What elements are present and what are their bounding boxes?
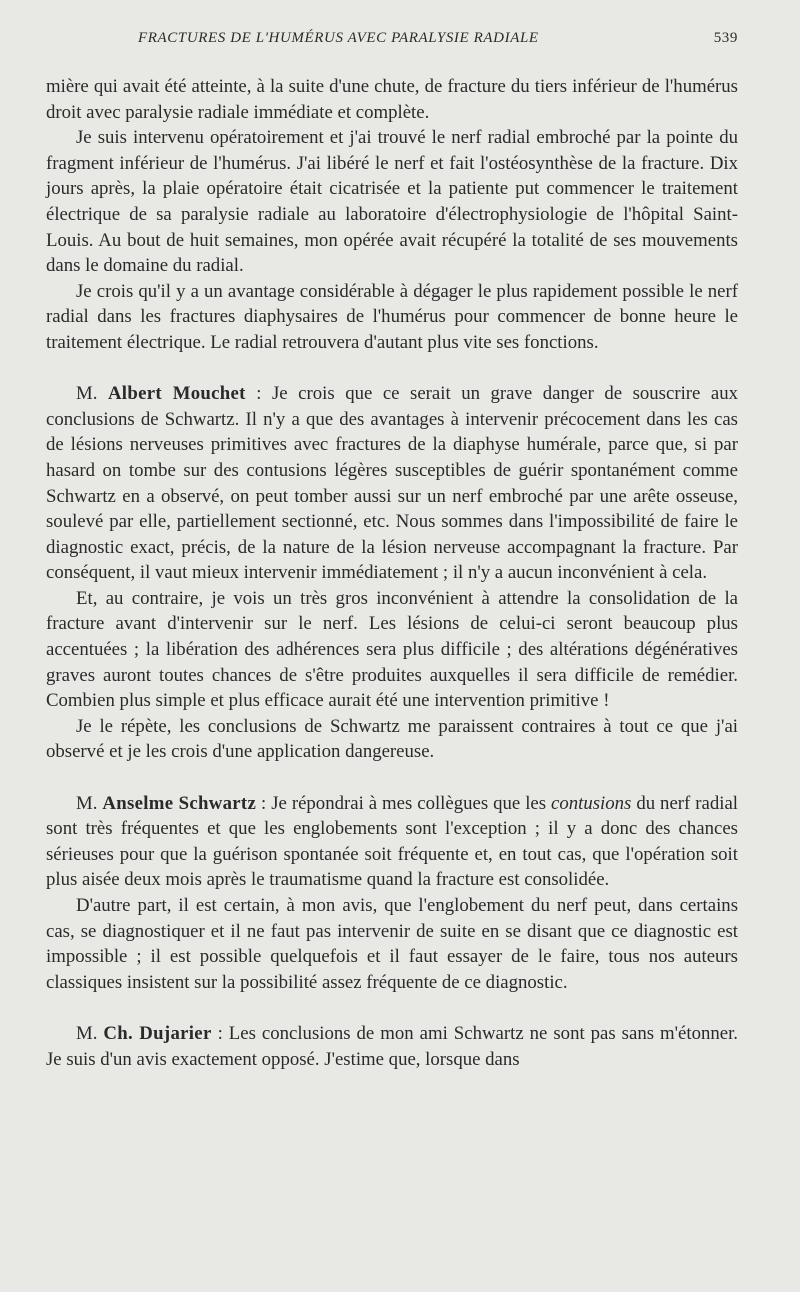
speaker-name-dujarier: Ch. Dujarier [103,1022,212,1044]
paragraph-mouchet [46,381,738,586]
speaker-title: M. [76,383,98,405]
paragraph-inconvenience: Et, au contraire, je vois un très gros inconvénient à attendre la consolidation de la fracture avant d'intervenir sur le nerf. Les lésions de celui-ci seront beaucoup plus accentuées ; la libération des adhérences sera plus difficile ; des altérations dégénératives graves auront toutes chances de s'être produites auxquelles il sera difficile de remédier. Combien plus simple et plus efficace aurait été une intervention primitive ! [46,587,738,712]
paragraph-dujarier [46,1021,738,1072]
running-head [46,28,738,54]
mouchet-text: : Je crois que ce serait un grave danger de souscrire aux conclusions de Schwartz. Il n'y a que des avantages à intervenir précocement dans les cas de lésions nerveuses primitives avec fractures de la diaphyse humérale, parce que, si par hasard on tombe sur des contusions légères susceptibles de guérir spontanément comme Schwartz en a observé, on peut tomber aussi sur un nerf embroché par une arête osseuse, soulevé par elle, partiellement sectionné, etc. Nous sommes dans l'impossibilité de faire le diagnostic exact, précis, de la nature de la lésion nerveuse accompagnant la fracture. Par conséquent, il vaut mieux intervenir immédiatement ; il n'y a aucun inconvénient à cela. [46,383,739,584]
paragraph-advantage: Je crois qu'il y a un avantage considérable à dégager le plus rapidement possible le nerf radial dans les fractures diaphysaires de l'humérus pour commencer de bonne heure le traitement électrique. Le radial retrouvera d'autant plus vite ses fonctions. [46,280,738,353]
dujarier-text: : Les conclusions de mon ami Schwartz ne sont pas sans m'étonner. Je suis d'un avis exactement opposé. J'estime que, lorsque dans [46,1022,738,1070]
paragraph-operation: Je suis intervenu opératoirement et j'ai trouvé le nerf radial embroché par la pointe du fragment inférieur de l'humérus. J'ai libéré le nerf et fait l'ostéosynthèse de la fracture. Dix jours après, la plaie opératoire était cicatrisée et la patiente put commencer le traitement électrique de sa paralysie radiale au laboratoire d'électrophysiologie de l'hôpital Saint-Louis. Au bout de huit semaines, mon opérée avait récupéré la totalité de ses mouvements dans le domaine du radial. [46,127,738,277]
paragraph-repeat: Je le répète, les conclusions de Schwartz me paraissent contraires à tout ce que j'ai observé et je les crois d'une application dangereuse. [46,715,738,763]
speaker-title: M. [76,792,98,814]
body-text [46,74,738,1072]
speaker-name-schwartz: Anselme Schwartz [102,792,257,814]
spacer [46,765,738,791]
paragraph-schwartz [46,791,738,893]
schwartz-emphasis: contusions [551,792,632,814]
paragraph-diagnosis: D'autre part, il est certain, à mon avis, que l'englobement du nerf peut, dans certains cas, se diagnostiquer et il ne faut pas intervenir de suite en se disant que ce diagnostic est impossible ; il est possible quelquefois et il faut essayer de le faire, tous nos auteurs classiques insistent sur la possibilité assez fréquente de ce diagnostic. [46,895,738,993]
paragraph-continuation: mière qui avait été atteinte, à la suite d'une chute, de fracture du tiers inférieur de l'humérus droit avec paralysie radiale immédiate et complète. [46,76,738,123]
schwartz-text-a: : Je répondrai à mes collègues que les [256,792,552,814]
page-number: 539 [713,30,738,46]
schwartz-text-b: du nerf radial sont très fréquentes et que les englobements sont l'exception ; il y a donc des chances sérieuses pour que la guérison spontanée soit fréquente et, en tout cas, que l'opération soit plus aisée deux mois après le traumatisme quand la fracture est consolidée. [46,792,738,891]
running-title: FRACTURES DE L'HUMÉRUS AVEC PARALYSIE RADIALE [138,30,539,46]
speaker-title: M. [76,1022,98,1044]
spacer [46,995,738,1021]
speaker-name-mouchet: Albert Mouchet [107,383,246,405]
spacer [46,356,738,382]
